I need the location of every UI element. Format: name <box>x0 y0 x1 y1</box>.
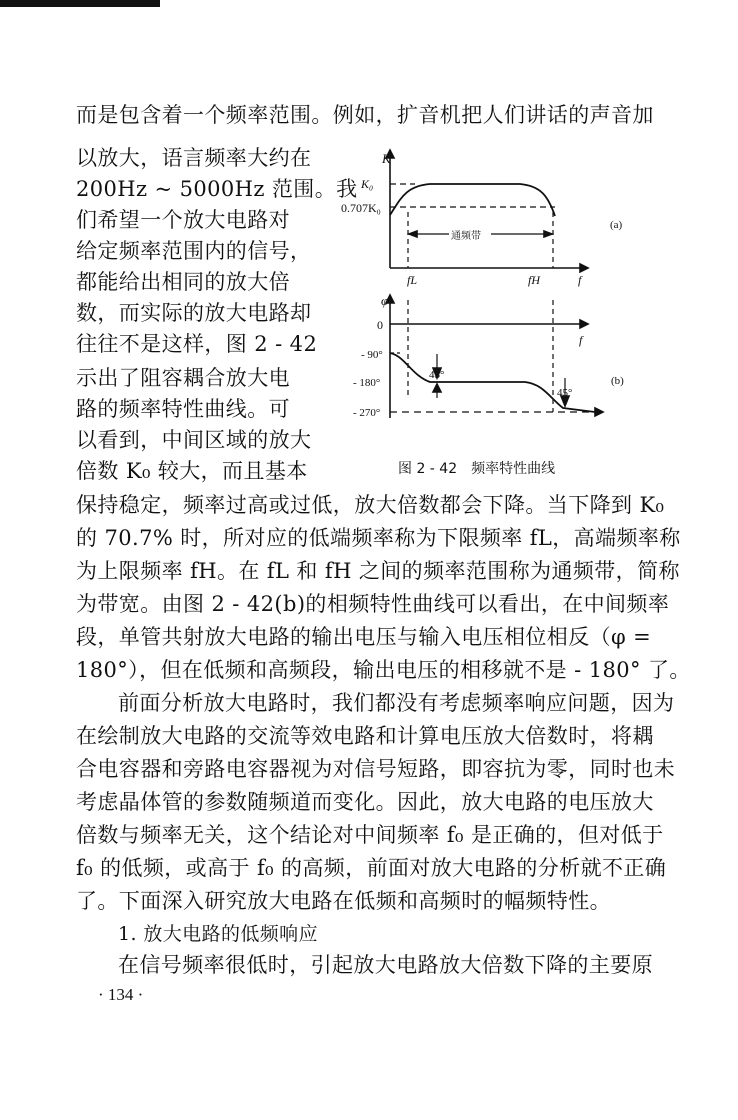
text-line: 而是包含着一个频率范围。例如，扩音机把人们讲话的声音加 <box>76 103 654 127</box>
text-line: 段，单管共射放大电路的输出电压与输入电压相位相反（φ = <box>76 625 652 649</box>
phi-axis-label: φ <box>381 293 389 308</box>
text-line: 前面分析放大电路时，我们都没有考虑频率响应问题，因为 <box>118 691 675 715</box>
text-line: 合电容器和旁路电容器视为对信号短路，即容抗为零，同时也未 <box>76 757 676 781</box>
text-line: 都能给出相同的放大倍 <box>76 270 290 294</box>
phase-zero-label: 0 <box>377 318 383 332</box>
text-line: 数，而实际的放大电路却 <box>76 301 312 325</box>
text-line: 为上限频率 fH。在 fL 和 fH 之间的频率范围称为通频带，简称 <box>76 559 680 583</box>
deg45-label-high: 45° <box>557 387 573 399</box>
fh-label: fH <box>528 273 540 287</box>
text-line: 考虑晶体管的参数随频道而变化。因此，放大电路的电压放大 <box>76 790 654 814</box>
plot-b-label: (b) <box>611 375 624 387</box>
text-line: 在绘制放大电路的交流等效电路和计算电压放大倍数时，将耦 <box>76 724 654 748</box>
page-top-rule <box>0 0 160 7</box>
f-axis-label-b: f <box>579 333 583 347</box>
figure-caption: 图 2 - 42 频率特性曲线 <box>398 461 556 477</box>
text-line: 200Hz ~ 5000Hz 范围。我 <box>76 177 358 201</box>
phase-m180-label: - 180° <box>353 377 381 389</box>
deg45-label-low: 45° <box>429 369 445 381</box>
phase-m270-label: - 270° <box>353 407 381 419</box>
passband-label: 通频带 <box>451 231 481 242</box>
text-line: 的 70.7% 时，所对应的低端频率称为下限频率 fL，高端频率称 <box>76 526 681 550</box>
text-line: 路的频率特性曲线。可 <box>76 397 290 421</box>
text-line: 示出了阻容耦合放大电 <box>76 366 290 390</box>
text-line: 倍数与频率无关，这个结论对中间频率 f₀ 是正确的，但对低于 <box>76 823 664 847</box>
fl-label: fL <box>407 273 418 287</box>
text-line: 给定频率范围内的信号， <box>76 239 312 263</box>
text-line: 以放大，语言频率大约在 <box>76 146 312 170</box>
k0-label: K₀ <box>361 177 374 191</box>
text-line: 180°），但在低频和高频段，输出电压的相移就不是 - 180° 了。 <box>76 658 691 682</box>
plot-a-label: (a) <box>610 219 623 231</box>
section-heading: 1. 放大电路的低频响应 <box>118 923 318 945</box>
text-line: 为带宽。由图 2 - 42(b)的相频特性曲线可以看出，在中间频率 <box>76 592 670 616</box>
text-line: 们希望一个放大电路对 <box>76 208 290 232</box>
text-line: 以看到，中间区域的放大 <box>76 428 312 452</box>
k-axis-label: K <box>382 151 391 166</box>
phase-m90-label: - 90° <box>361 349 383 361</box>
page-number: · 134 · <box>98 985 144 1004</box>
text-line: 保持稳定，频率过高或过低，放大倍数都会下降。当下降到 K₀ <box>76 493 665 517</box>
frequency-response-figure <box>341 150 645 450</box>
text-line: 在信号频率很低时，引起放大电路放大倍数下降的主要原 <box>118 953 653 977</box>
text-line: 往往不是这样，图 2 - 42 <box>76 332 318 356</box>
k707-label: 0.707K₀ <box>341 201 381 215</box>
text-line: 倍数 K₀ 较大，而且基本 <box>76 459 308 483</box>
phase-plot <box>386 295 603 418</box>
f-axis-label-a: f <box>578 273 582 287</box>
amplitude-plot <box>386 150 588 272</box>
text-line: 了。下面深入研究放大电路在低频和高频时的幅频特性。 <box>76 889 611 913</box>
text-line: f₀ 的低频，或高于 f₀ 的高频，前面对放大电路的分析就不正确 <box>76 856 667 880</box>
